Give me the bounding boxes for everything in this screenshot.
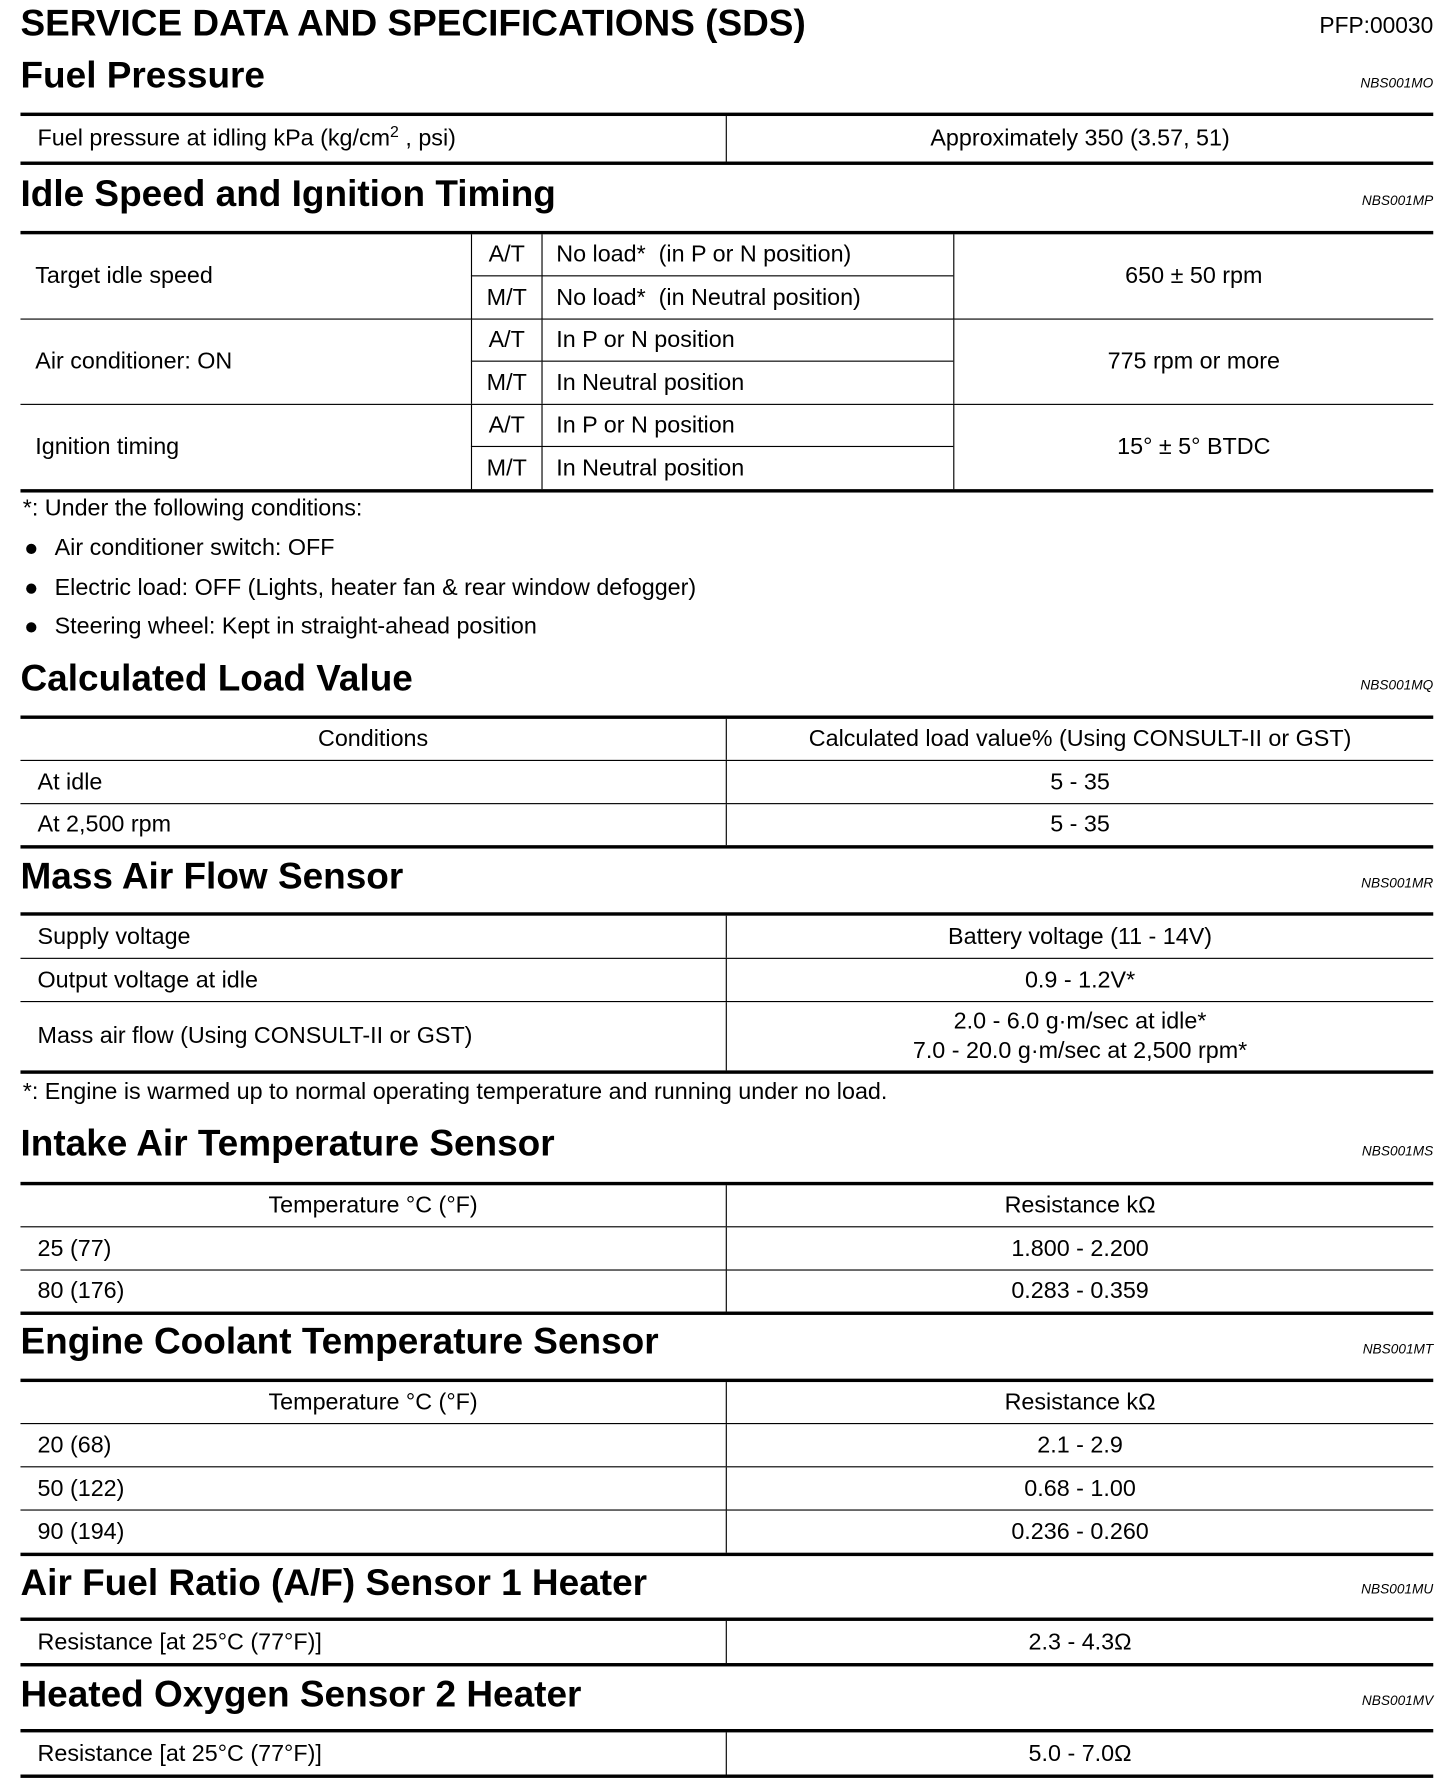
table-row (20, 1466, 1433, 1509)
section-ref-code: NBS001MQ (1360, 676, 1434, 693)
spec-item: Mass air flow (Using CONSULT-II or GST) (37, 1022, 473, 1049)
table-row (20, 916, 1433, 958)
section-heading-af-sensor-heater: Air Fuel Ratio (A/F) Sensor 1 Heater (20, 1561, 648, 1603)
bullet-icon (26, 544, 36, 554)
temperature-cell: 90 (194) (37, 1517, 125, 1545)
section-ref-code: NBS001MT (1362, 1341, 1434, 1358)
list-item (23, 529, 696, 568)
section-heading-heated-oxygen-sensor-heater: Heated Oxygen Sensor 2 Heater (20, 1673, 582, 1715)
table-header-row (20, 1185, 1433, 1226)
page-title: SERVICE DATA AND SPECIFICATIONS (SDS) (20, 2, 806, 44)
footnote: *: Under the following conditions: (22, 494, 363, 521)
resistance-cell: 2.1 - 2.9 (726, 1424, 1434, 1466)
section-ref-code: NBS001MU (1361, 1581, 1434, 1598)
mass-air-flow-table (20, 912, 1433, 1074)
column-header: Conditions (318, 725, 429, 752)
spec-value: Approximately 350 (3.57, 51) (726, 116, 1434, 162)
spec-item-text-tail: , psi) (398, 125, 456, 152)
table-row (20, 1226, 1433, 1269)
condition-cell: At 2,500 rpm (37, 811, 172, 838)
value-cell: 5 - 35 (726, 804, 1434, 845)
table-row (20, 1732, 1433, 1774)
spec-item: Ignition timing (35, 433, 180, 460)
table-row (20, 1621, 1433, 1663)
resistance-cell: 0.68 - 1.00 (726, 1467, 1434, 1509)
spec-value: 650 ± 50 rpm (953, 234, 1433, 318)
spec-item: Output voltage at idle (37, 966, 258, 993)
spec-condition: No load* (in Neutral position) (541, 276, 953, 318)
spec-item: Resistance [at 25°C (77°F)] (37, 1628, 322, 1655)
spec-condition: In P or N position (541, 405, 953, 447)
table-row (20, 116, 1433, 162)
section-ref-code: NBS001MO (1360, 75, 1434, 91)
column-header: Temperature °C (°F) (268, 1192, 478, 1219)
bullet-icon (26, 622, 36, 632)
section-ref-code: NBS001MS (1361, 1143, 1434, 1160)
column-header: Temperature °C (°F) (268, 1388, 478, 1416)
temperature-cell: 20 (68) (37, 1431, 112, 1458)
list-item (23, 607, 696, 646)
intake-air-temperature-table (20, 1182, 1433, 1315)
transmission-type: M/T (471, 447, 542, 489)
conditions-list (23, 529, 696, 647)
spec-value: 5.0 - 7.0Ω (726, 1732, 1434, 1774)
resistance-cell: 0.283 - 0.359 (726, 1271, 1434, 1312)
section-ref-code: NBS001MR (1361, 874, 1434, 891)
temperature-cell: 80 (176) (37, 1277, 125, 1304)
temperature-cell: 50 (122) (37, 1474, 125, 1501)
transmission-type: A/T (471, 234, 542, 276)
spec-value-line: 7.0 - 20.0 g·m/sec at 2,500 rpm* (912, 1037, 1248, 1064)
condition-cell: At idle (37, 768, 103, 795)
footnote: *: Engine is warmed up to normal operating temperature and running under no load. (22, 1078, 888, 1105)
engine-coolant-temperature-table (20, 1379, 1433, 1556)
spec-value: 775 rpm or more (953, 320, 1433, 404)
calculated-load-table (20, 715, 1433, 848)
superscript: 2 (390, 122, 399, 141)
table-header-row (20, 719, 1433, 760)
condition-text: Electric load: OFF (Lights, heater fan & rear window defogger) (54, 573, 697, 601)
table-row-group (20, 319, 1433, 404)
spec-value-line: 2.0 - 6.0 g·m/sec at idle* (953, 1007, 1207, 1034)
fuel-pressure-table (20, 113, 1433, 165)
table-row (20, 1509, 1433, 1552)
spec-item: Resistance [at 25°C (77°F)] (37, 1739, 322, 1766)
spec-value: 15° ± 5° BTDC (953, 405, 1433, 489)
table-row (20, 760, 1433, 803)
document-code: PFP:00030 (1319, 13, 1434, 39)
spec-value: 2.3 - 4.3Ω (726, 1621, 1434, 1663)
condition-text: Air conditioner switch: OFF (54, 534, 335, 561)
condition-text: Steering wheel: Kept in straight-ahead position (54, 613, 537, 640)
spec-value (726, 1002, 1434, 1070)
transmission-type: M/T (471, 276, 542, 318)
table-row (20, 1423, 1433, 1466)
transmission-type: M/T (471, 362, 542, 404)
section-ref-code: NBS001MV (1361, 1692, 1434, 1709)
resistance-cell: 1.800 - 2.200 (726, 1227, 1434, 1269)
spec-condition: No load* (in P or N position) (541, 234, 953, 276)
list-item (23, 568, 696, 607)
column-header: Resistance kΩ (726, 1382, 1434, 1423)
table-row-group (20, 234, 1433, 318)
spec-item: Air conditioner: ON (35, 348, 233, 375)
spec-item (20, 116, 725, 162)
section-heading-mass-air-flow: Mass Air Flow Sensor (20, 855, 404, 897)
spec-item: Target idle speed (35, 262, 213, 289)
table-row-group (20, 404, 1433, 489)
column-header: Resistance kΩ (726, 1185, 1434, 1226)
table-header-row (20, 1382, 1433, 1423)
resistance-cell: 0.236 - 0.260 (726, 1511, 1434, 1553)
transmission-type: A/T (471, 320, 542, 362)
spec-value: Battery voltage (11 - 14V) (726, 916, 1434, 958)
table-row (20, 1269, 1433, 1311)
bullet-icon (26, 583, 36, 593)
spec-condition: In Neutral position (541, 362, 953, 404)
spec-item-text (37, 122, 456, 152)
spec-value-lines (913, 1007, 1247, 1066)
spec-condition: In Neutral position (541, 447, 953, 489)
spec-item: Supply voltage (37, 923, 191, 950)
section-heading-intake-air-temperature: Intake Air Temperature Sensor (20, 1122, 555, 1164)
idle-speed-table (20, 231, 1433, 493)
spec-item-text-main: Fuel pressure at idling kPa (kg/cm (37, 125, 391, 152)
spec-condition: In P or N position (541, 320, 953, 362)
spec-value: 0.9 - 1.2V* (726, 959, 1434, 1001)
heated-oxygen-sensor-heater-table (20, 1729, 1433, 1778)
section-ref-code: NBS001MP (1361, 192, 1434, 209)
section-heading-calculated-load: Calculated Load Value (20, 657, 413, 699)
section-heading-engine-coolant-temperature: Engine Coolant Temperature Sensor (20, 1320, 659, 1362)
table-row (20, 958, 1433, 1001)
column-header: Calculated load value% (Using CONSULT-II or GST) (726, 719, 1434, 760)
af-sensor-heater-table (20, 1618, 1433, 1667)
temperature-cell: 25 (77) (37, 1234, 112, 1261)
transmission-type: A/T (471, 405, 542, 447)
table-row (20, 1001, 1433, 1070)
table-row (20, 803, 1433, 845)
value-cell: 5 - 35 (726, 761, 1434, 803)
section-heading-fuel-pressure: Fuel Pressure (20, 54, 266, 96)
section-heading-idle-speed: Idle Speed and Ignition Timing (20, 172, 556, 214)
